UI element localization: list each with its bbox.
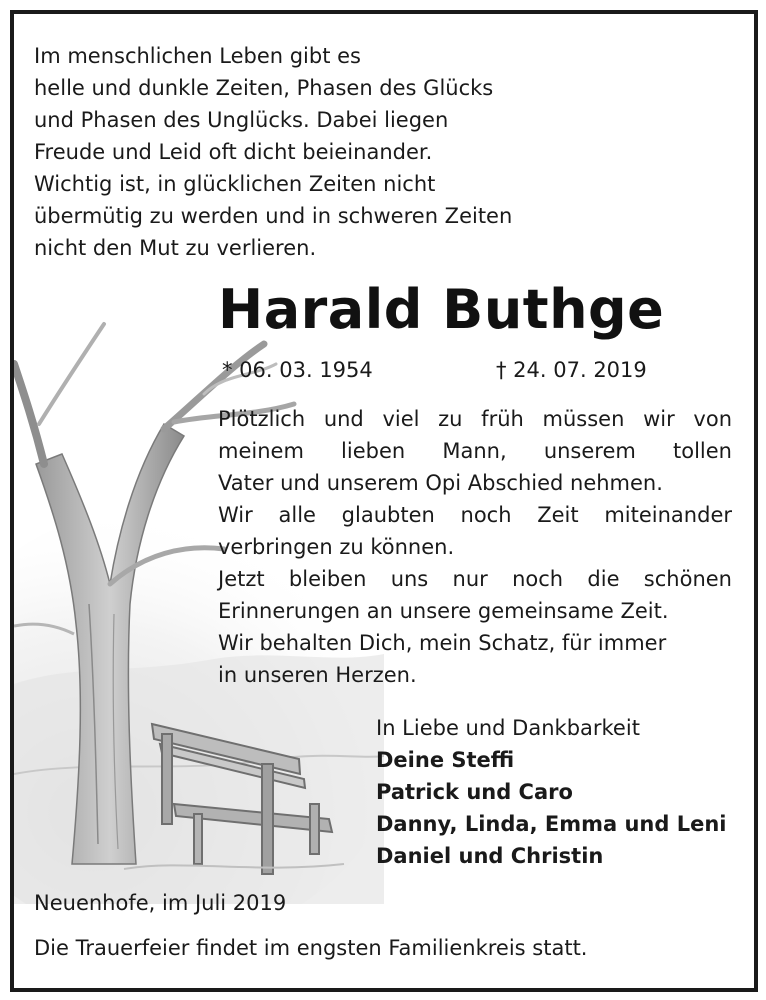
birth-date: * 06. 03. 1954 xyxy=(222,358,373,382)
poem-line: Freude und Leid oft dicht beieinander. xyxy=(34,140,433,164)
message-line: verbringen zu können. xyxy=(218,535,455,559)
poem-line: nicht den Mut zu verlieren. xyxy=(34,236,317,260)
message-line: meinem lieben Mann, unserem tollen xyxy=(218,439,732,463)
signoff-intro: In Liebe und Dankbarkeit xyxy=(376,716,640,740)
message-line: Wir alle glaubten noch Zeit miteinander xyxy=(218,503,732,527)
message-line: in unseren Herzen. xyxy=(218,663,417,687)
family-member: Patrick und Caro xyxy=(376,780,573,804)
message-line: Plötzlich und viel zu früh müssen wir von xyxy=(218,407,732,431)
poem-line: übermütig zu werden und in schweren Zeiten xyxy=(34,204,513,228)
message-line: Vater und unserem Opi Abschied nehmen. xyxy=(218,471,663,495)
family-member: Deine Steffi xyxy=(376,748,515,772)
family-member: Danny, Linda, Emma und Leni xyxy=(376,812,727,836)
place-and-date: Neuenhofe, im Juli 2019 xyxy=(34,891,287,915)
message-line: Wir behalten Dich, mein Schatz, für immer xyxy=(218,631,667,655)
poem-line: Wichtig ist, in glücklichen Zeiten nicht xyxy=(34,172,436,196)
poem-line: helle und dunkle Zeiten, Phasen des Glücks xyxy=(34,76,494,100)
poem xyxy=(34,40,512,264)
family-member: Daniel und Christin xyxy=(376,844,604,868)
message-line: Jetzt bleiben uns nur noch die schönen xyxy=(218,567,732,591)
signoff xyxy=(376,712,726,872)
obituary-notice xyxy=(10,10,758,992)
farewell-message xyxy=(218,403,732,691)
deceased-name: Harald Buthge xyxy=(218,278,665,341)
poem-line: Im menschlichen Leben gibt es xyxy=(34,44,361,68)
funeral-notice: Die Trauerfeier findet im engsten Familienkreis statt. xyxy=(34,936,588,960)
message-line: Erinnerungen an unsere gemeinsame Zeit. xyxy=(218,599,669,623)
death-date: † 24. 07. 2019 xyxy=(496,358,647,382)
poem-line: und Phasen des Unglücks. Dabei liegen xyxy=(34,108,449,132)
